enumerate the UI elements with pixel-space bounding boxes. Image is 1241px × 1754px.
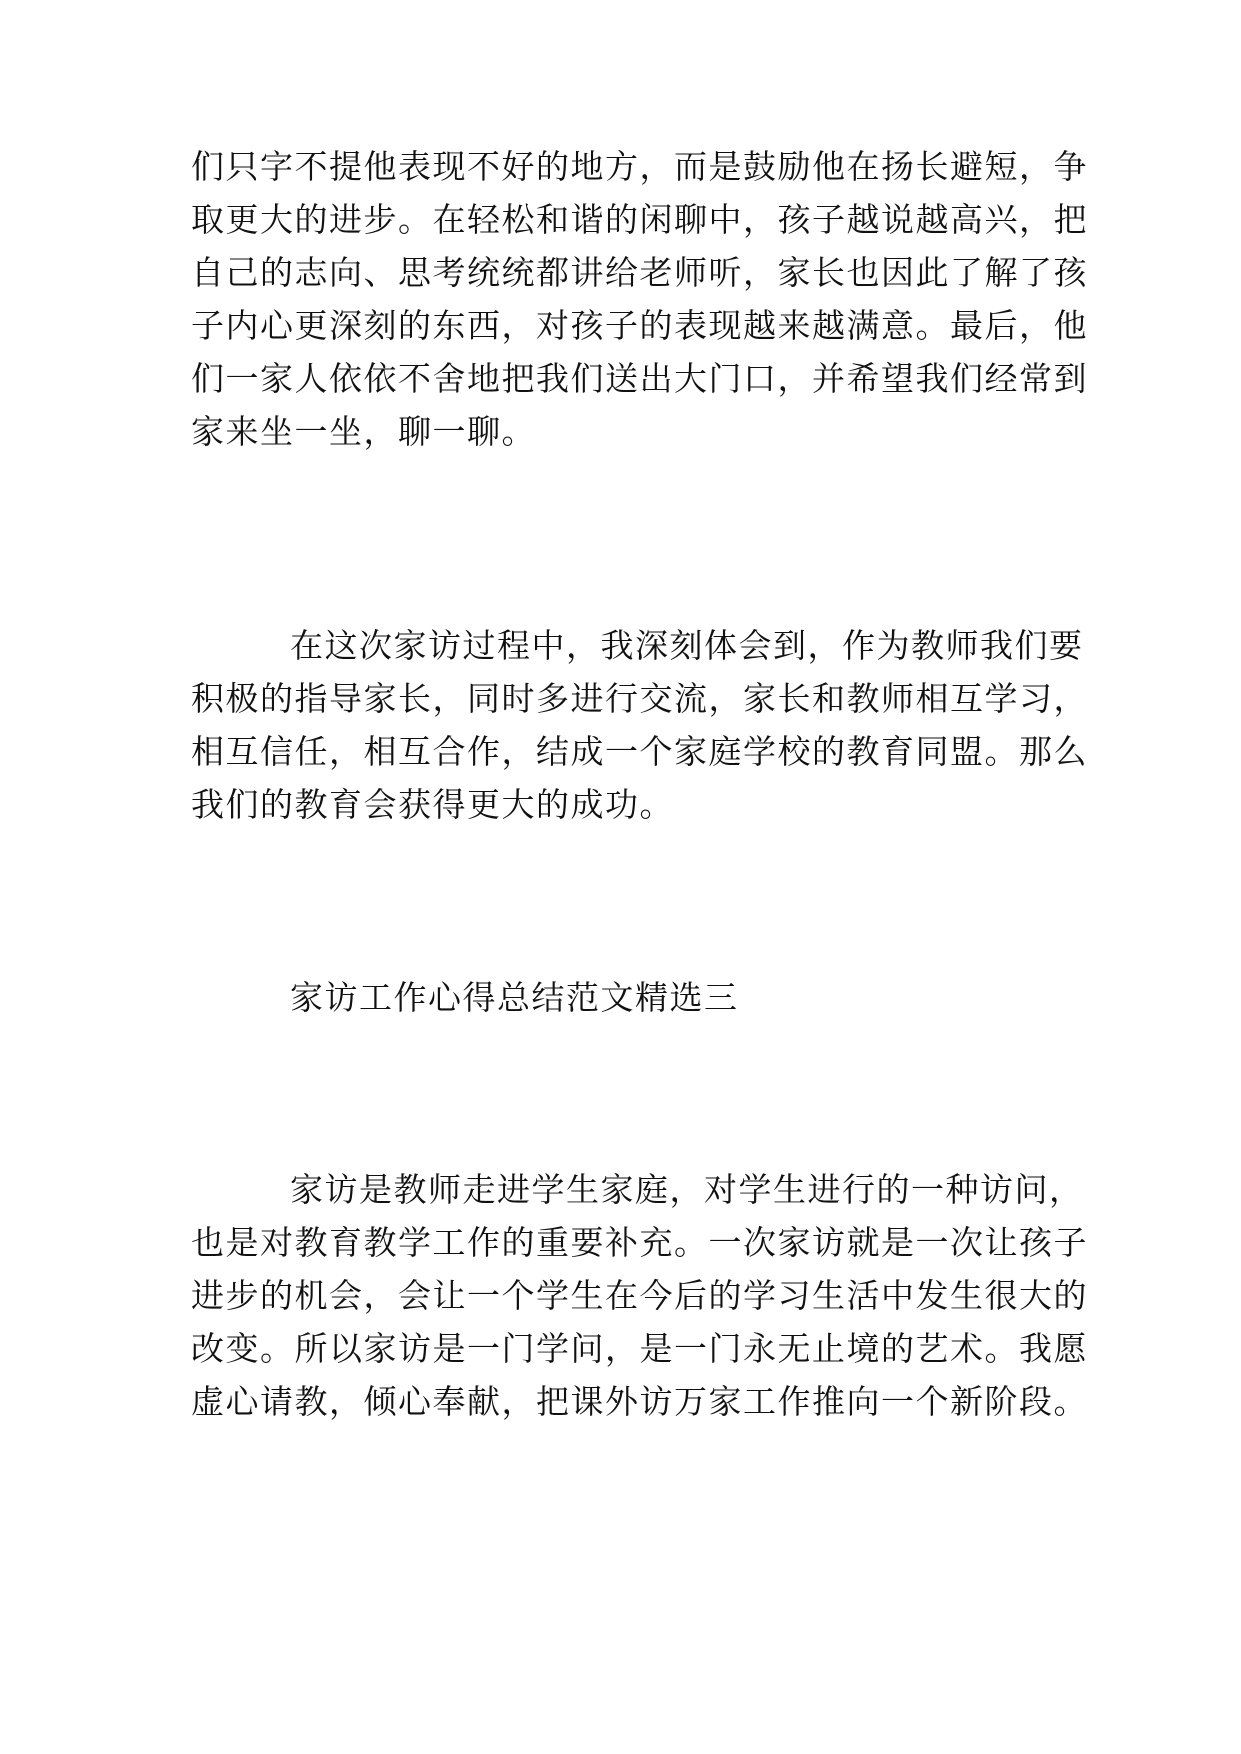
paragraph-2-line-3: 相互信任，相互合作，结成一个家庭学校的教育同盟。那么 [191, 732, 1088, 771]
paragraph-3-line-3: 进步的机会，会让一个学生在今后的学习生活中发生很大的 [191, 1276, 1088, 1315]
paragraph-1-line-4: 子内心更深刻的东西，对孩子的表现越来越满意。最后，他 [191, 306, 1088, 345]
section-heading: 家访工作心得总结范文精选三 [290, 978, 739, 1017]
paragraph-3-line-4: 改变。所以家访是一门学问，是一门永无止境的艺术。我愿 [191, 1329, 1088, 1368]
paragraph-3-line-2: 也是对教育教学工作的重要补充。一次家访就是一次让孩子 [191, 1223, 1088, 1262]
paragraph-3-line-5: 虚心请教，倾心奉献，把课外访万家工作推向一个新阶段。 [191, 1382, 1088, 1421]
paragraph-3-line-1: 家访是教师走进学生家庭，对学生进行的一种访问， [290, 1170, 1084, 1209]
paragraph-1-line-2: 取更大的进步。在轻松和谐的闲聊中，孩子越说越高兴，把 [191, 200, 1088, 239]
paragraph-2-line-1: 在这次家访过程中，我深刻体会到，作为教师我们要 [290, 626, 1084, 665]
paragraph-1-line-6: 家来坐一坐，聊一聊。 [191, 412, 536, 451]
paragraph-1-line-5: 们一家人依依不舍地把我们送出大门口，并希望我们经常到 [191, 359, 1088, 398]
paragraph-1-line-3: 自己的志向、思考统统都讲给老师听，家长也因此了解了孩 [191, 253, 1088, 292]
paragraph-2-line-2: 积极的指导家长，同时多进行交流，家长和教师相互学习， [191, 679, 1088, 718]
paragraph-1-line-1: 们只字不提他表现不好的地方，而是鼓励他在扬长避短，争 [191, 147, 1088, 186]
paragraph-2-line-4: 我们的教育会获得更大的成功。 [191, 785, 674, 824]
